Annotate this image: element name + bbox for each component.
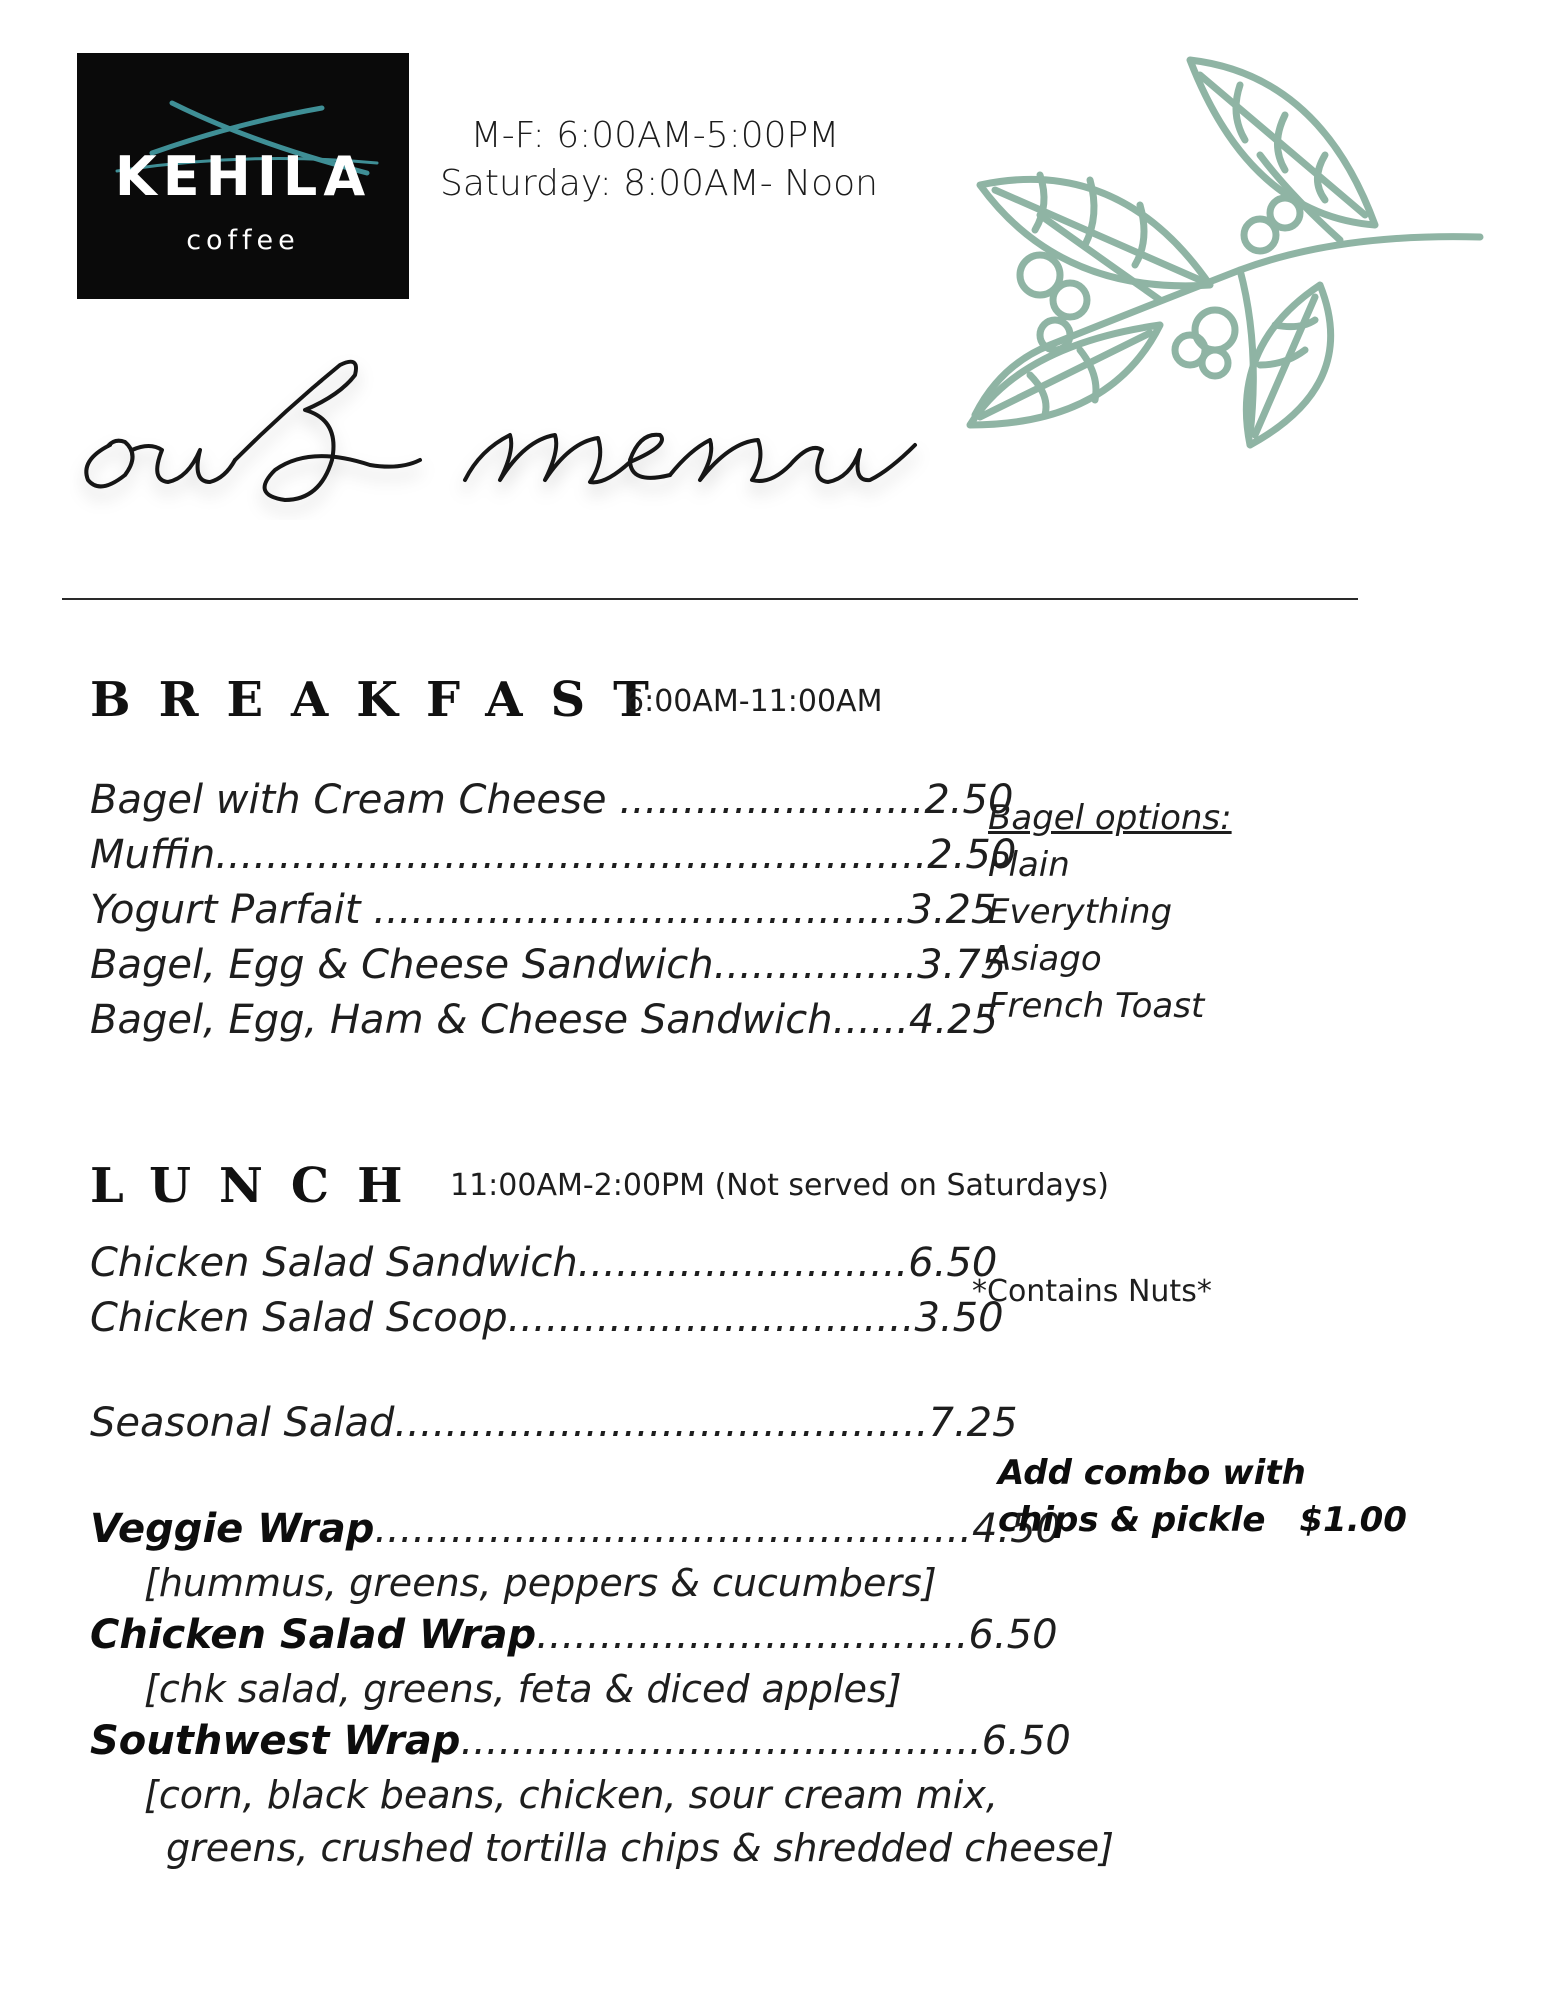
bagel-option: French Toast [988, 986, 1205, 1026]
lunch-heading: LUNCH [90, 1158, 431, 1214]
wrap-item [90, 1502, 1061, 1556]
lunch-item: Chicken Salad Scoop................................3.50 [90, 1295, 1004, 1341]
breakfast-item: Bagel with Cream Cheese ........................2.50 [90, 777, 1014, 823]
wrap-description: greens, crushed tortilla chips & shredded cheese] [166, 1826, 1114, 1870]
store-hours [440, 112, 878, 208]
lunch-item: Seasonal Salad..........................................7.25 [90, 1400, 1018, 1446]
breakfast-item: Bagel, Egg & Cheese Sandwich................3.75 [90, 942, 1007, 988]
hours-saturday: Saturday: 8:00AM- Noon [440, 163, 878, 204]
wrap-item [90, 1608, 1058, 1662]
wrap-name: Veggie Wrap [90, 1506, 375, 1552]
wrap-description: [chk salad, greens, feta & diced apples] [144, 1667, 902, 1711]
breakfast-item: Muffin........................................................2.50 [90, 832, 1017, 878]
breakfast-heading: BREAKFAST [90, 672, 677, 728]
wrap-item [90, 1714, 1071, 1768]
breakfast-item: Bagel, Egg, Ham & Cheese Sandwich......4.25 [90, 997, 998, 1043]
menu-title-script [70, 350, 950, 520]
coffee-branch-illustration [960, 45, 1490, 465]
combo-line-2: chips & pickle [998, 1500, 1266, 1540]
wrap-description: [corn, black beans, chicken, sour cream mix, [144, 1773, 998, 1817]
wrap-name: Southwest Wrap [90, 1718, 461, 1764]
divider-rule [62, 598, 1358, 600]
bagel-option: Everything [988, 892, 1173, 932]
wrap-name: Chicken Salad Wrap [90, 1612, 537, 1658]
lunch-item: Chicken Salad Sandwich..........................6.50 [90, 1240, 998, 1286]
wrap-description: [hummus, greens, peppers & cucumbers] [144, 1561, 937, 1605]
logo-wordmark: KEHILA [114, 145, 372, 208]
logo-subtitle: coffee [186, 225, 300, 256]
bagel-options-title: Bagel options: [988, 798, 1232, 838]
combo-line-1: Add combo with [998, 1453, 1306, 1493]
breakfast-hours: 6:00AM-11:00AM [625, 684, 883, 719]
kehila-logo [77, 53, 409, 299]
bagel-option: Asiago [988, 939, 1102, 979]
wrap-price: .........................................6.50 [460, 1718, 1071, 1764]
wrap-price: ..................................6.50 [536, 1612, 1058, 1658]
hours-weekday: M-F: 6:00AM-5:00PM [470, 115, 840, 156]
wrap-price: ...............................................4.50 [374, 1506, 1062, 1552]
contains-nuts-note: *Contains Nuts* [972, 1274, 1212, 1309]
combo-offer [998, 1450, 1407, 1544]
bagel-option: Plain [988, 845, 1070, 885]
lunch-hours: 11:00AM-2:00PM (Not served on Saturdays) [450, 1168, 1110, 1203]
combo-price: $1.00 [1299, 1500, 1407, 1540]
breakfast-item: Yogurt Parfait ..........................................3.25 [90, 887, 997, 933]
